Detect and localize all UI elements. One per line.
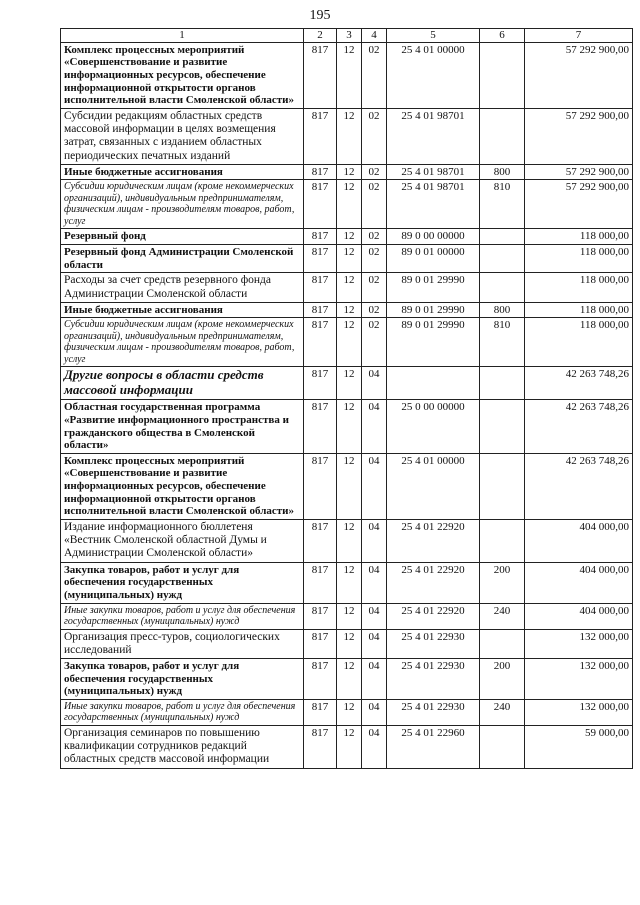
target-article-code: 25 4 01 22930 <box>387 699 480 725</box>
table-row <box>61 229 633 245</box>
table-row <box>61 453 633 519</box>
row-name: Субсидии редакциям областных средств массовой информации в целях возмещения затрат, связанных с изданием областных периодических печатных изданий <box>61 108 304 164</box>
target-article-code: 25 4 01 22920 <box>387 562 480 603</box>
section-code: 12 <box>337 108 362 164</box>
budget-table-body <box>61 29 633 769</box>
target-article-code: 25 4 01 98701 <box>387 164 480 180</box>
target-article-code: 25 0 00 00000 <box>387 400 480 454</box>
row-name: Резервный фонд Администрации Смоленской области <box>61 245 304 273</box>
row-name: Комплекс процессных мероприятий «Совершенствование и развитие информационных ресурсов, обеспечение информационной открытости органов исполнительной власти Смоленской области» <box>61 42 304 108</box>
column-header: 5 <box>387 29 480 43</box>
expense-type-code <box>480 453 525 519</box>
budget-table <box>60 28 633 769</box>
table-row <box>61 520 633 563</box>
subsection-code: 02 <box>362 302 387 318</box>
section-code: 12 <box>337 659 362 700</box>
admin-code: 817 <box>304 400 337 454</box>
section-code: 12 <box>337 273 362 302</box>
section-code: 12 <box>337 699 362 725</box>
admin-code: 817 <box>304 629 337 658</box>
section-code: 12 <box>337 367 362 400</box>
amount: 404 000,00 <box>525 520 633 563</box>
page-number: 195 <box>309 8 331 23</box>
admin-code: 817 <box>304 302 337 318</box>
expense-type-code <box>480 400 525 454</box>
admin-code: 817 <box>304 180 337 229</box>
section-code: 12 <box>337 629 362 658</box>
amount: 132 000,00 <box>525 659 633 700</box>
expense-type-code <box>480 229 525 245</box>
table-row <box>61 367 633 400</box>
row-name: Иные закупки товаров, работ и услуг для обеспечения государственных (муниципальных) нужд <box>61 699 304 725</box>
expense-type-code: 200 <box>480 562 525 603</box>
table-row <box>61 629 633 658</box>
amount: 59 000,00 <box>525 725 633 768</box>
amount: 118 000,00 <box>525 318 633 367</box>
subsection-code: 04 <box>362 367 387 400</box>
admin-code: 817 <box>304 164 337 180</box>
row-name: Комплекс процессных мероприятий «Совершенствование и развитие информационных ресурсов, обеспечение информационной открытости органов исполнительной власти Смоленской области» <box>61 453 304 519</box>
amount: 42 263 748,26 <box>525 367 633 400</box>
section-code: 12 <box>337 164 362 180</box>
section-code: 12 <box>337 302 362 318</box>
subsection-code: 04 <box>362 453 387 519</box>
row-name: Другие вопросы в области средств массовой информации <box>61 367 304 400</box>
column-header: 1 <box>61 29 304 43</box>
target-article-code: 25 4 01 00000 <box>387 42 480 108</box>
amount: 132 000,00 <box>525 629 633 658</box>
admin-code: 817 <box>304 42 337 108</box>
amount: 57 292 900,00 <box>525 164 633 180</box>
column-header: 7 <box>525 29 633 43</box>
amount: 404 000,00 <box>525 603 633 629</box>
column-header: 2 <box>304 29 337 43</box>
admin-code: 817 <box>304 562 337 603</box>
row-name: Расходы за счет средств резервного фонда Администрации Смоленской области <box>61 273 304 302</box>
subsection-code: 02 <box>362 318 387 367</box>
row-name: Закупка товаров, работ и услуг для обеспечения государственных (муниципальных) нужд <box>61 659 304 700</box>
subsection-code: 04 <box>362 699 387 725</box>
table-row <box>61 245 633 273</box>
row-name: Иные бюджетные ассигнования <box>61 164 304 180</box>
row-name: Закупка товаров, работ и услуг для обеспечения государственных (муниципальных) нужд <box>61 562 304 603</box>
subsection-code: 04 <box>362 725 387 768</box>
amount: 118 000,00 <box>525 229 633 245</box>
amount: 404 000,00 <box>525 562 633 603</box>
subsection-code: 02 <box>362 180 387 229</box>
amount: 42 263 748,26 <box>525 400 633 454</box>
table-row <box>61 273 633 302</box>
target-article-code: 25 4 01 22920 <box>387 603 480 629</box>
admin-code: 817 <box>304 659 337 700</box>
expense-type-code <box>480 245 525 273</box>
admin-code: 817 <box>304 725 337 768</box>
table-row <box>61 302 633 318</box>
row-name: Резервный фонд <box>61 229 304 245</box>
expense-type-code: 240 <box>480 699 525 725</box>
amount: 57 292 900,00 <box>525 42 633 108</box>
column-header: 4 <box>362 29 387 43</box>
subsection-code: 02 <box>362 164 387 180</box>
section-code: 12 <box>337 453 362 519</box>
row-name: Организация семинаров по повышению квалификации сотрудников редакций областных средств массовой информации <box>61 725 304 768</box>
table-row <box>61 725 633 768</box>
amount: 57 292 900,00 <box>525 180 633 229</box>
section-code: 12 <box>337 520 362 563</box>
table-row <box>61 164 633 180</box>
target-article-code <box>387 367 480 400</box>
expense-type-code <box>480 520 525 563</box>
admin-code: 817 <box>304 229 337 245</box>
admin-code: 817 <box>304 273 337 302</box>
target-article-code: 25 4 01 98701 <box>387 180 480 229</box>
subsection-code: 04 <box>362 629 387 658</box>
section-code: 12 <box>337 180 362 229</box>
expense-type-code: 800 <box>480 302 525 318</box>
amount: 132 000,00 <box>525 699 633 725</box>
subsection-code: 04 <box>362 659 387 700</box>
subsection-code: 02 <box>362 245 387 273</box>
admin-code: 817 <box>304 453 337 519</box>
table-row <box>61 603 633 629</box>
amount: 118 000,00 <box>525 245 633 273</box>
target-article-code: 89 0 01 29990 <box>387 302 480 318</box>
target-article-code: 25 4 01 22930 <box>387 629 480 658</box>
target-article-code: 25 4 01 98701 <box>387 108 480 164</box>
section-code: 12 <box>337 245 362 273</box>
target-article-code: 89 0 01 00000 <box>387 245 480 273</box>
table-row <box>61 562 633 603</box>
expense-type-code <box>480 273 525 302</box>
subsection-code: 02 <box>362 229 387 245</box>
amount: 42 263 748,26 <box>525 453 633 519</box>
admin-code: 817 <box>304 520 337 563</box>
admin-code: 817 <box>304 699 337 725</box>
section-code: 12 <box>337 229 362 245</box>
table-row <box>61 180 633 229</box>
section-code: 12 <box>337 318 362 367</box>
admin-code: 817 <box>304 603 337 629</box>
row-name: Субсидии юридическим лицам (кроме некоммерческих организаций), индивидуальным предпринимателям, физическим лицам - производителям товаров, работ, услуг <box>61 318 304 367</box>
subsection-code: 02 <box>362 42 387 108</box>
admin-code: 817 <box>304 108 337 164</box>
target-article-code: 89 0 01 29990 <box>387 318 480 367</box>
row-name: Иные закупки товаров, работ и услуг для обеспечения государственных (муниципальных) нужд <box>61 603 304 629</box>
admin-code: 817 <box>304 245 337 273</box>
amount: 57 292 900,00 <box>525 108 633 164</box>
row-name: Организация пресс-туров, социологических исследований <box>61 629 304 658</box>
expense-type-code <box>480 629 525 658</box>
expense-type-code <box>480 725 525 768</box>
subsection-code: 04 <box>362 562 387 603</box>
admin-code: 817 <box>304 367 337 400</box>
section-code: 12 <box>337 42 362 108</box>
row-name: Издание информационного бюллетеня «Вестник Смоленской областной Думы и Администрации Смоленской области» <box>61 520 304 563</box>
table-row <box>61 42 633 108</box>
expense-type-code <box>480 42 525 108</box>
expense-type-code: 240 <box>480 603 525 629</box>
column-number-row <box>61 29 633 43</box>
table-row <box>61 699 633 725</box>
expense-type-code: 810 <box>480 180 525 229</box>
target-article-code: 25 4 01 22930 <box>387 659 480 700</box>
section-code: 12 <box>337 562 362 603</box>
subsection-code: 04 <box>362 400 387 454</box>
target-article-code: 89 0 01 29990 <box>387 273 480 302</box>
section-code: 12 <box>337 725 362 768</box>
table-row <box>61 659 633 700</box>
target-article-code: 25 4 01 22960 <box>387 725 480 768</box>
expense-type-code: 800 <box>480 164 525 180</box>
expense-type-code <box>480 108 525 164</box>
admin-code: 817 <box>304 318 337 367</box>
column-header: 6 <box>480 29 525 43</box>
column-header: 3 <box>337 29 362 43</box>
amount: 118 000,00 <box>525 302 633 318</box>
subsection-code: 02 <box>362 273 387 302</box>
target-article-code: 25 4 01 22920 <box>387 520 480 563</box>
amount: 118 000,00 <box>525 273 633 302</box>
subsection-code: 04 <box>362 520 387 563</box>
table-row <box>61 400 633 454</box>
subsection-code: 02 <box>362 108 387 164</box>
row-name: Областная государственная программа «Развитие информационного пространства и гражданского общества в Смоленской области» <box>61 400 304 454</box>
expense-type-code: 810 <box>480 318 525 367</box>
target-article-code: 89 0 00 00000 <box>387 229 480 245</box>
row-name: Субсидии юридическим лицам (кроме некоммерческих организаций), индивидуальным предпринимателям, физическим лицам - производителям товаров, работ, услуг <box>61 180 304 229</box>
table-row <box>61 108 633 164</box>
row-name: Иные бюджетные ассигнования <box>61 302 304 318</box>
section-code: 12 <box>337 603 362 629</box>
target-article-code: 25 4 01 00000 <box>387 453 480 519</box>
expense-type-code <box>480 367 525 400</box>
section-code: 12 <box>337 400 362 454</box>
table-row <box>61 318 633 367</box>
expense-type-code: 200 <box>480 659 525 700</box>
subsection-code: 04 <box>362 603 387 629</box>
